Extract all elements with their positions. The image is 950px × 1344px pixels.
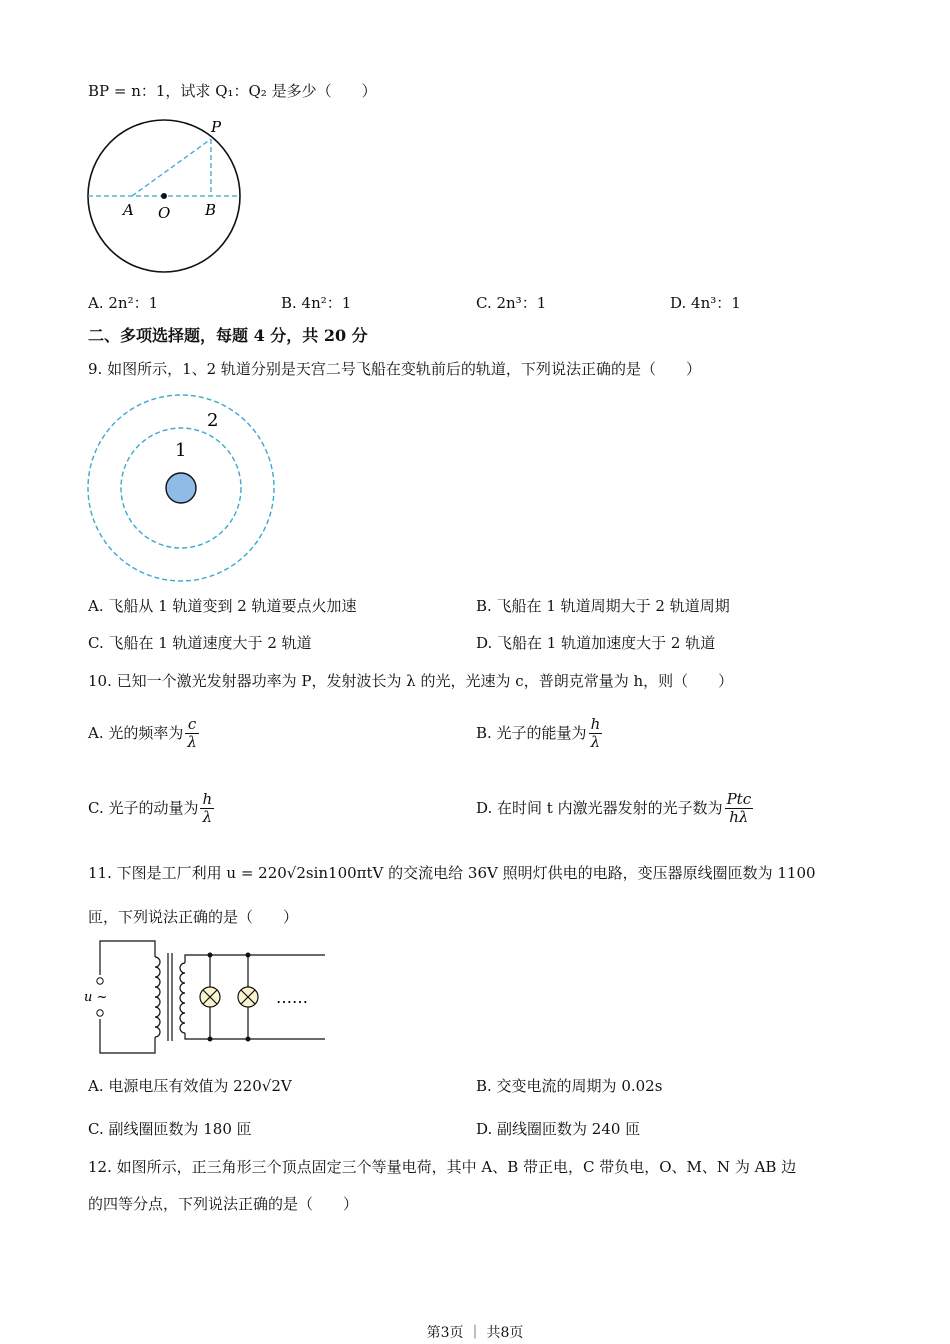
q9-option-b[interactable]: B. 飞船在 1 轨道周期大于 2 轨道周期 xyxy=(476,597,730,615)
label-A: A xyxy=(123,201,134,219)
q8-option-c[interactable]: C. 2n³：1 xyxy=(476,294,547,312)
q9-stem: 9. 如图所示，1、2 轨道分别是天宫二号飞船在变轨前后的轨道，下列说法正确的是（ ） xyxy=(88,360,701,378)
q10-a-fraction: $\frac{c}{\lambda}$ xyxy=(187,715,197,752)
q10-option-a[interactable]: A. 光的频率为 $\frac{c}{\lambda}$ xyxy=(88,715,197,752)
q9-orbit-figure xyxy=(80,390,280,590)
q9-option-a[interactable]: A. 飞船从 1 轨道变到 2 轨道要点火加速 xyxy=(88,597,357,615)
label-B: B xyxy=(205,201,217,219)
q9-option-d[interactable]: D. 飞船在 1 轨道加速度大于 2 轨道 xyxy=(476,634,716,652)
q11-transformer-circuit xyxy=(80,935,330,1060)
q8-option-a[interactable]: A. 2n²：1 xyxy=(88,294,159,312)
q10-option-b[interactable]: B. 光子的能量为 $\frac{h}{\lambda}$ xyxy=(476,715,601,752)
q11-option-a[interactable]: A. 电源电压有效值为 220√2V xyxy=(88,1077,292,1095)
q11-option-c[interactable]: C. 副线圈匝数为 180 匝 xyxy=(88,1120,252,1138)
q11-stem-line2: 匝，下列说法正确的是（ ） xyxy=(88,908,299,926)
lamp-icon-1 xyxy=(200,987,220,1007)
q10-option-d[interactable]: D. 在时间 t 内激光器发射的光子数为 $\frac{\text{Ptc}}{h\lambda}$ xyxy=(476,790,752,827)
q8-option-d[interactable]: D. 4n³：1 xyxy=(670,294,741,312)
q12-stem-line2: 的四等分点，下列说法正确的是（ ） xyxy=(88,1195,359,1213)
q8-circle-figure xyxy=(80,112,260,282)
q10-d-fraction: $\frac{\text{Ptc}}{h\lambda}$ xyxy=(726,790,752,827)
section-title: 二、多项选择题，每题 4 分，共 20 分 xyxy=(88,326,368,345)
q11-option-b[interactable]: B. 交变电流的周期为 0.02s xyxy=(476,1077,663,1095)
q8-option-b[interactable]: B. 4n²：1 xyxy=(281,294,352,312)
q10-b-fraction: $\frac{h}{\lambda}$ xyxy=(590,715,601,752)
source-label: u ~ xyxy=(84,990,108,1005)
label-O: O xyxy=(158,204,171,222)
q12-stem-line1: 12. 如图所示，正三角形三个顶点固定三个等量电荷，其中 A、B 带正电，C 带负电，O、M、N 为 AB 边 xyxy=(88,1158,797,1176)
label-P: P xyxy=(211,118,222,136)
q11-stem-line1: 11. 下图是工厂利用 u = 220√2sin100πtV 的交流电给 36V 照明灯供电的电路，变压器原线圈匝数为 1100 xyxy=(88,864,816,882)
q11-option-d[interactable]: D. 副线圈匝数为 240 匝 xyxy=(476,1120,641,1138)
q10-option-c[interactable]: C. 光子的动量为 $\frac{h}{\lambda}$ xyxy=(88,790,213,827)
orbit-label-1: 1 xyxy=(175,440,187,461)
q8-stem-tail: BP = n：1，试求 Q₁：Q₂ 是多少（ ） xyxy=(88,82,377,100)
terminal-bottom xyxy=(97,1010,103,1016)
terminal-top xyxy=(97,978,103,984)
planet-icon xyxy=(166,473,196,503)
q10-c-fraction: $\frac{h}{\lambda}$ xyxy=(202,790,213,827)
orbit-label-2: 2 xyxy=(207,410,219,431)
q10-stem: 10. 已知一个激光发射器功率为 P，发射波长为 λ 的光，光速为 c，普朗克常量为 h，则（ ） xyxy=(88,672,734,690)
q9-option-c[interactable]: C. 飞船在 1 轨道速度大于 2 轨道 xyxy=(88,634,312,652)
more-lamps-dots: …… xyxy=(276,988,308,1007)
lamp-icon-2 xyxy=(238,987,258,1007)
page-footer: 第3页 ｜ 共8页 xyxy=(426,1325,524,1341)
